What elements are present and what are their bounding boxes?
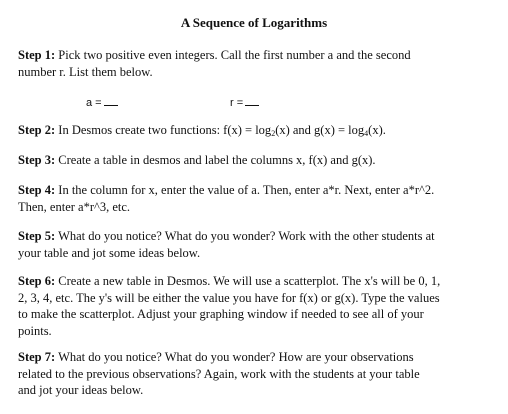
step-4-line-1 bbox=[18, 182, 502, 199]
step-5-text-2: your table and jot some ideas below. bbox=[18, 245, 201, 260]
r-blank[interactable] bbox=[245, 95, 259, 106]
step-6-text-3: to make the scatterplot. Adjust your graphing window if needed to see all of your bbox=[18, 307, 424, 321]
step-6 bbox=[18, 273, 502, 339]
step-7-label: Step 7: bbox=[18, 350, 56, 364]
a-label: a = bbox=[86, 97, 102, 109]
a-blank[interactable] bbox=[104, 95, 118, 106]
step-4 bbox=[18, 182, 502, 215]
step-7-text-3: and jot your ideas below. bbox=[18, 383, 144, 397]
step-5 bbox=[18, 228, 502, 261]
step-6-label: Step 6: bbox=[18, 274, 56, 288]
step-7 bbox=[18, 349, 502, 399]
page-title: A Sequence of Logarithms bbox=[180, 15, 328, 30]
step-2-label: Step 2: bbox=[18, 123, 56, 137]
step-4-label: Step 4: bbox=[18, 183, 56, 197]
r-label: r = bbox=[230, 97, 244, 109]
step-7-line-1 bbox=[18, 349, 502, 366]
step-3-text-1: Create a table in desmos and label the columns x, f(x) and g(x). bbox=[58, 153, 376, 167]
step-1-text-1: Pick two positive even integers. Call the first number a and the second bbox=[58, 48, 411, 62]
step-6-line-1 bbox=[18, 273, 502, 290]
step-2-sub-f: 2 bbox=[271, 129, 276, 138]
step-6-text-4: points. bbox=[18, 323, 52, 338]
step-2-text-before: In Desmos create two functions: f(x) = log bbox=[55, 123, 272, 137]
step-1-text-2: number r. List them below. bbox=[18, 64, 153, 79]
step-2-text-after: (x). bbox=[368, 123, 386, 137]
step-5-text-1: What do you notice? What do you wonder? Work with the other students at bbox=[58, 229, 435, 243]
step-4-text-1: In the column for x, enter the value of a. Then, enter a*r. Next, enter a*r^2. bbox=[58, 183, 435, 197]
step-3-line-1 bbox=[18, 152, 502, 169]
step-1-line-1 bbox=[18, 47, 502, 64]
step-6-text-2: 2, 3, 4, etc. The y's will be either the value you have for f(x) or g(x). Type the values bbox=[18, 290, 440, 305]
step-3 bbox=[18, 152, 502, 169]
step-2-sub-g: 4 bbox=[364, 129, 369, 138]
step-7-text-2: related to the previous observations? Again, work with the students at your table bbox=[18, 366, 420, 381]
step-2-text-mid: (x) and g(x) = log bbox=[275, 123, 365, 137]
step-4-text-2: Then, enter a*r^3, etc. bbox=[18, 199, 131, 214]
a-field bbox=[86, 95, 118, 112]
step-5-line-1 bbox=[18, 228, 502, 245]
step-3-label: Step 3: bbox=[18, 153, 56, 167]
step-2-line-1 bbox=[18, 122, 502, 139]
r-field bbox=[230, 95, 259, 112]
step-1-label: Step 1: bbox=[18, 48, 56, 62]
step-1 bbox=[18, 47, 502, 80]
step-6-text-1: Create a new table in Desmos. We will use a scatterplot. The x's will be 0, 1, bbox=[58, 274, 441, 288]
step-5-label: Step 5: bbox=[18, 229, 56, 243]
step-2 bbox=[18, 122, 502, 139]
step-7-text-1: What do you notice? What do you wonder? How are your observations bbox=[58, 350, 414, 364]
variable-blanks bbox=[0, 95, 508, 115]
